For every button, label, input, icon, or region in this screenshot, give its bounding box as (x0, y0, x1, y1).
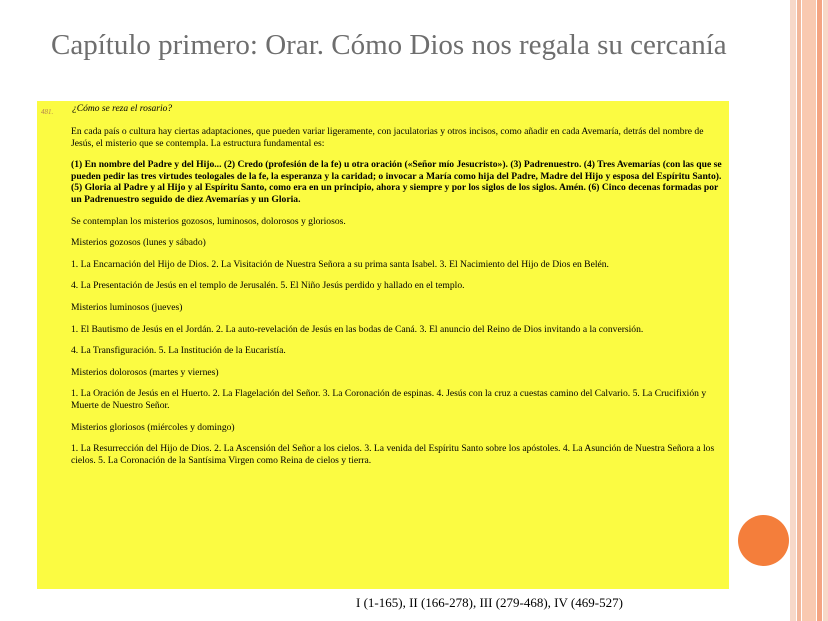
question-heading: ¿Cómo se reza el rosario? (72, 104, 173, 114)
paragraph-intro: En cada país o cultura hay ciertas adaptaciones, que pueden variar ligeramente, con jaculatorias y otros incisos, como añadir en cada Avemaría, detrás del nombre de Jesús, el misterio que se contempla. La estructura fundamental es: (71, 126, 704, 149)
heading-luminosos: Misterios luminosos (jueves) (71, 301, 183, 313)
paragraph-dolorosos: 1. La Oración de Jesús en el Huerto. 2. La Flagelación del Señor. 3. La Coronación de espinas. 4. Jesús con la cruz a cuestas camino del Calvario. 5. La Crucifixión y Muerte de Nuestro Señor. (71, 388, 707, 411)
paragraph-luminosos-1: 1. El Bautismo de Jesús en el Jordán. 2. La auto-revelación de Jesús en las bodas de Caná. 3. El anuncio del Reino de Dios invitando a la conversión. (71, 323, 644, 335)
heading-gozosos: Misterios gozosos (lunes y sábado) (71, 237, 206, 249)
slide-title: Capítulo primero: Orar. Cómo Dios nos regala su cercanía (51, 29, 727, 61)
stripe (797, 0, 801, 621)
stripe (802, 0, 816, 621)
stripe (823, 0, 828, 621)
stripe (790, 0, 796, 621)
paragraph-gozosos-1: 1. La Encarnación del Hijo de Dios. 2. La Visitación de Nuestra Señora a su prima santa Isabel. 3. El Nacimiento del Hijo de Dios en Belén. (71, 258, 609, 270)
paragraph-structure: (1) En nombre del Padre y del Hijo... (2) Credo (profesión de la fe) u otra oración («Señor mío Jesucristo»). (3) Padrenuestro. (4) Tres Avemarías (con las que se pueden pedir las tres virtudes teologales de la fe, la esperanza y la caridad; o invocar a María como hija del Padre, Madre del Hijo y esposa del Espíritu Santo). (5) Gloria al Padre y al Hijo y al Espíritu Santo, como era en un principio, ahora y siempre y por los siglos de los siglos. Amén. (6) Cinco decenas formadas por un Padrenuestro seguido de diez Avemarías y un Gloria. (71, 159, 722, 205)
text-content (71, 126, 725, 476)
heading-dolorosos: Misterios dolorosos (martes y viernes) (71, 366, 219, 378)
section-ranges-footer: I (1-165), II (166-278), III (279-468), IV (469-527) (356, 595, 623, 610)
paragraph-gloriosos: 1. La Resurrección del Hijo de Dios. 2. La Ascensión del Señor a los cielos. 3. La venida del Espíritu Santo sobre los apóstoles. 4. La Asunción de Nuestra Señora a los cielos. 5. La Coronación de la Santísima Virgen como Reina de cielos y tierra. (71, 443, 715, 466)
heading-gloriosos: Misterios gloriosos (miércoles y domingo) (71, 421, 235, 433)
stripe (817, 0, 822, 621)
paragraph-mysteries-summary: Se contemplan los misterios gozosos, luminosos, dolorosos y gloriosos. (71, 215, 346, 227)
paragraph-number: 481. (41, 108, 54, 116)
paragraph-luminosos-2: 4. La Transfiguración. 5. La Institución de la Eucaristía. (71, 345, 286, 357)
decorative-circle (738, 515, 789, 566)
paragraph-gozosos-2: 4. La Presentación de Jesús en el templo de Jerusalén. 5. El Niño Jesús perdido y hallado en el templo. (71, 280, 465, 292)
highlighted-text-box (37, 101, 729, 589)
decorative-stripes (790, 0, 828, 621)
